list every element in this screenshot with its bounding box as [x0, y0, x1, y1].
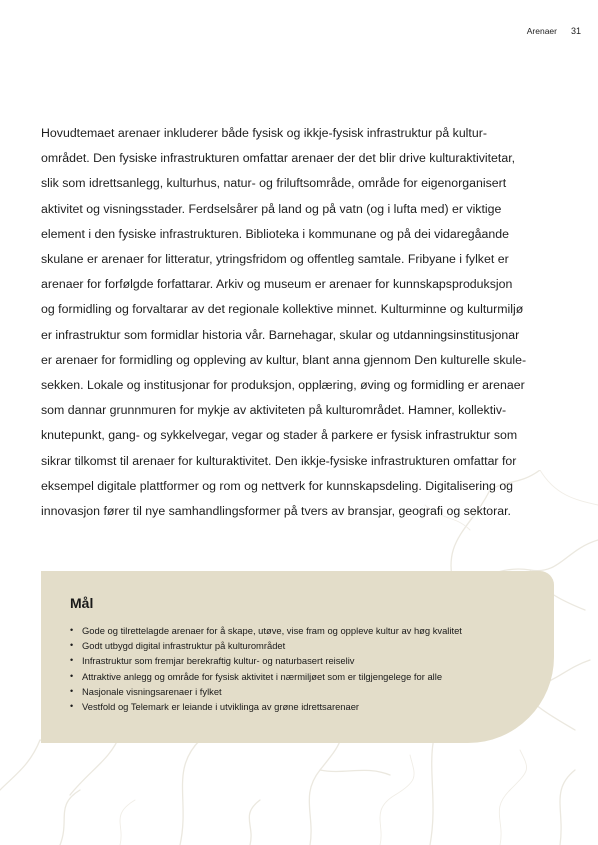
bullet-icon: • [70, 701, 74, 712]
body-line: som dannar grunnmuren for mykje av aktiviteten på kulturområdet. Hamner, kollektiv- [41, 403, 507, 418]
body-line: aktivitet og visningsstader. Ferdselsårer på land og på vatn (og i lufta med) er viktige [41, 201, 502, 216]
section-title: Arenaer [526, 26, 557, 36]
body-line: knutepunkt, gang- og sykkelvegar, vegar og stader å parkere er fysisk infrastruktur som [41, 428, 518, 443]
page-header [527, 26, 581, 36]
goal-text: Attraktive anlegg og område for fysisk aktivitet i nærmiljøet som er tilgjengelege for alle [82, 670, 443, 682]
goal-text: Infrastruktur som fremjar berekraftig kultur- og naturbasert reiseliv [82, 655, 355, 667]
body-line: element i den fysiske infrastrukturen. Biblioteka i kommunane og på dei vidaregåande [41, 226, 509, 241]
body-line: området. Den fysiske infrastrukturen omfattar arenaer der det blir drive kulturaktivitetar, [41, 151, 516, 166]
bullet-icon: • [70, 625, 74, 635]
goal-item [70, 669, 554, 684]
body-line: er arenaer for formidling og oppleving av kultur, blant anna gjennom Den kulturelle skule- [41, 352, 527, 367]
body-paragraph [41, 121, 556, 524]
body-line: Hovudtemaet arenaer inkluderer både fysisk og ikkje-fysisk infrastruktur på kultur- [41, 126, 487, 140]
page-number: 31 [570, 26, 581, 36]
goal-text: Nasjonale visningsarenaer i fylket [82, 685, 222, 697]
goal-item [70, 623, 554, 638]
body-line: slik som idrettsanlegg, kulturhus, natur- og friluftsområde, område for eigenorganisert [41, 176, 507, 191]
goals-list [70, 623, 554, 714]
goal-text: Gode og tilrettelagde arenaer for å skape, utøve, vise fram og oppleve kultur av høg kvalitet [82, 625, 462, 636]
body-line: er infrastruktur som formidlar historia vår. Barnehagar, skular og utdanningsinstitusjonar [41, 327, 520, 342]
body-line: sekken. Lokale og institusjonar for produksjon, opplæring, øving og formidling er arenaer [41, 378, 525, 393]
bullet-icon: • [70, 670, 74, 681]
body-line: arenaer for forfølgde forfattarar. Arkiv og museum er arenaer for kunnskapsproduksjon [41, 277, 513, 292]
goals-box [41, 571, 554, 743]
goal-item [70, 684, 554, 699]
body-line: sikrar tilkomst til arenaer for kulturaktivitet. Den ikkje-fysiske infrastrukturen omfattar for [41, 453, 517, 468]
bullet-icon: • [70, 655, 74, 666]
body-line: skulane er arenaer for litteratur, ytringsfridom og offentleg samtale. Fribyane i fylket er [41, 252, 509, 267]
bullet-icon: • [70, 685, 74, 696]
goal-text: Vestfold og Telemark er leiande i utviklinga av grøne idrettsarenaer [82, 701, 360, 713]
body-line: eksempel digitale plattformer og rom og nettverk for kunnskapsdeling. Digitalisering og [41, 478, 514, 493]
goals-title: Mål [70, 595, 94, 611]
goal-item [70, 699, 554, 714]
body-line: og formidling og forvaltarar av det regionale kollektive minnet. Kulturminne og kulturmiljø [41, 302, 524, 317]
goal-text: Godt utbygd digital infrastruktur på kulturområdet [82, 640, 286, 652]
goal-item [70, 653, 554, 668]
bullet-icon: • [70, 640, 74, 651]
body-line: innovasjon fører til nye samhandlingsformer på tvers av bransjar, geografi og sektorar. [41, 504, 511, 519]
goal-item [70, 638, 554, 653]
